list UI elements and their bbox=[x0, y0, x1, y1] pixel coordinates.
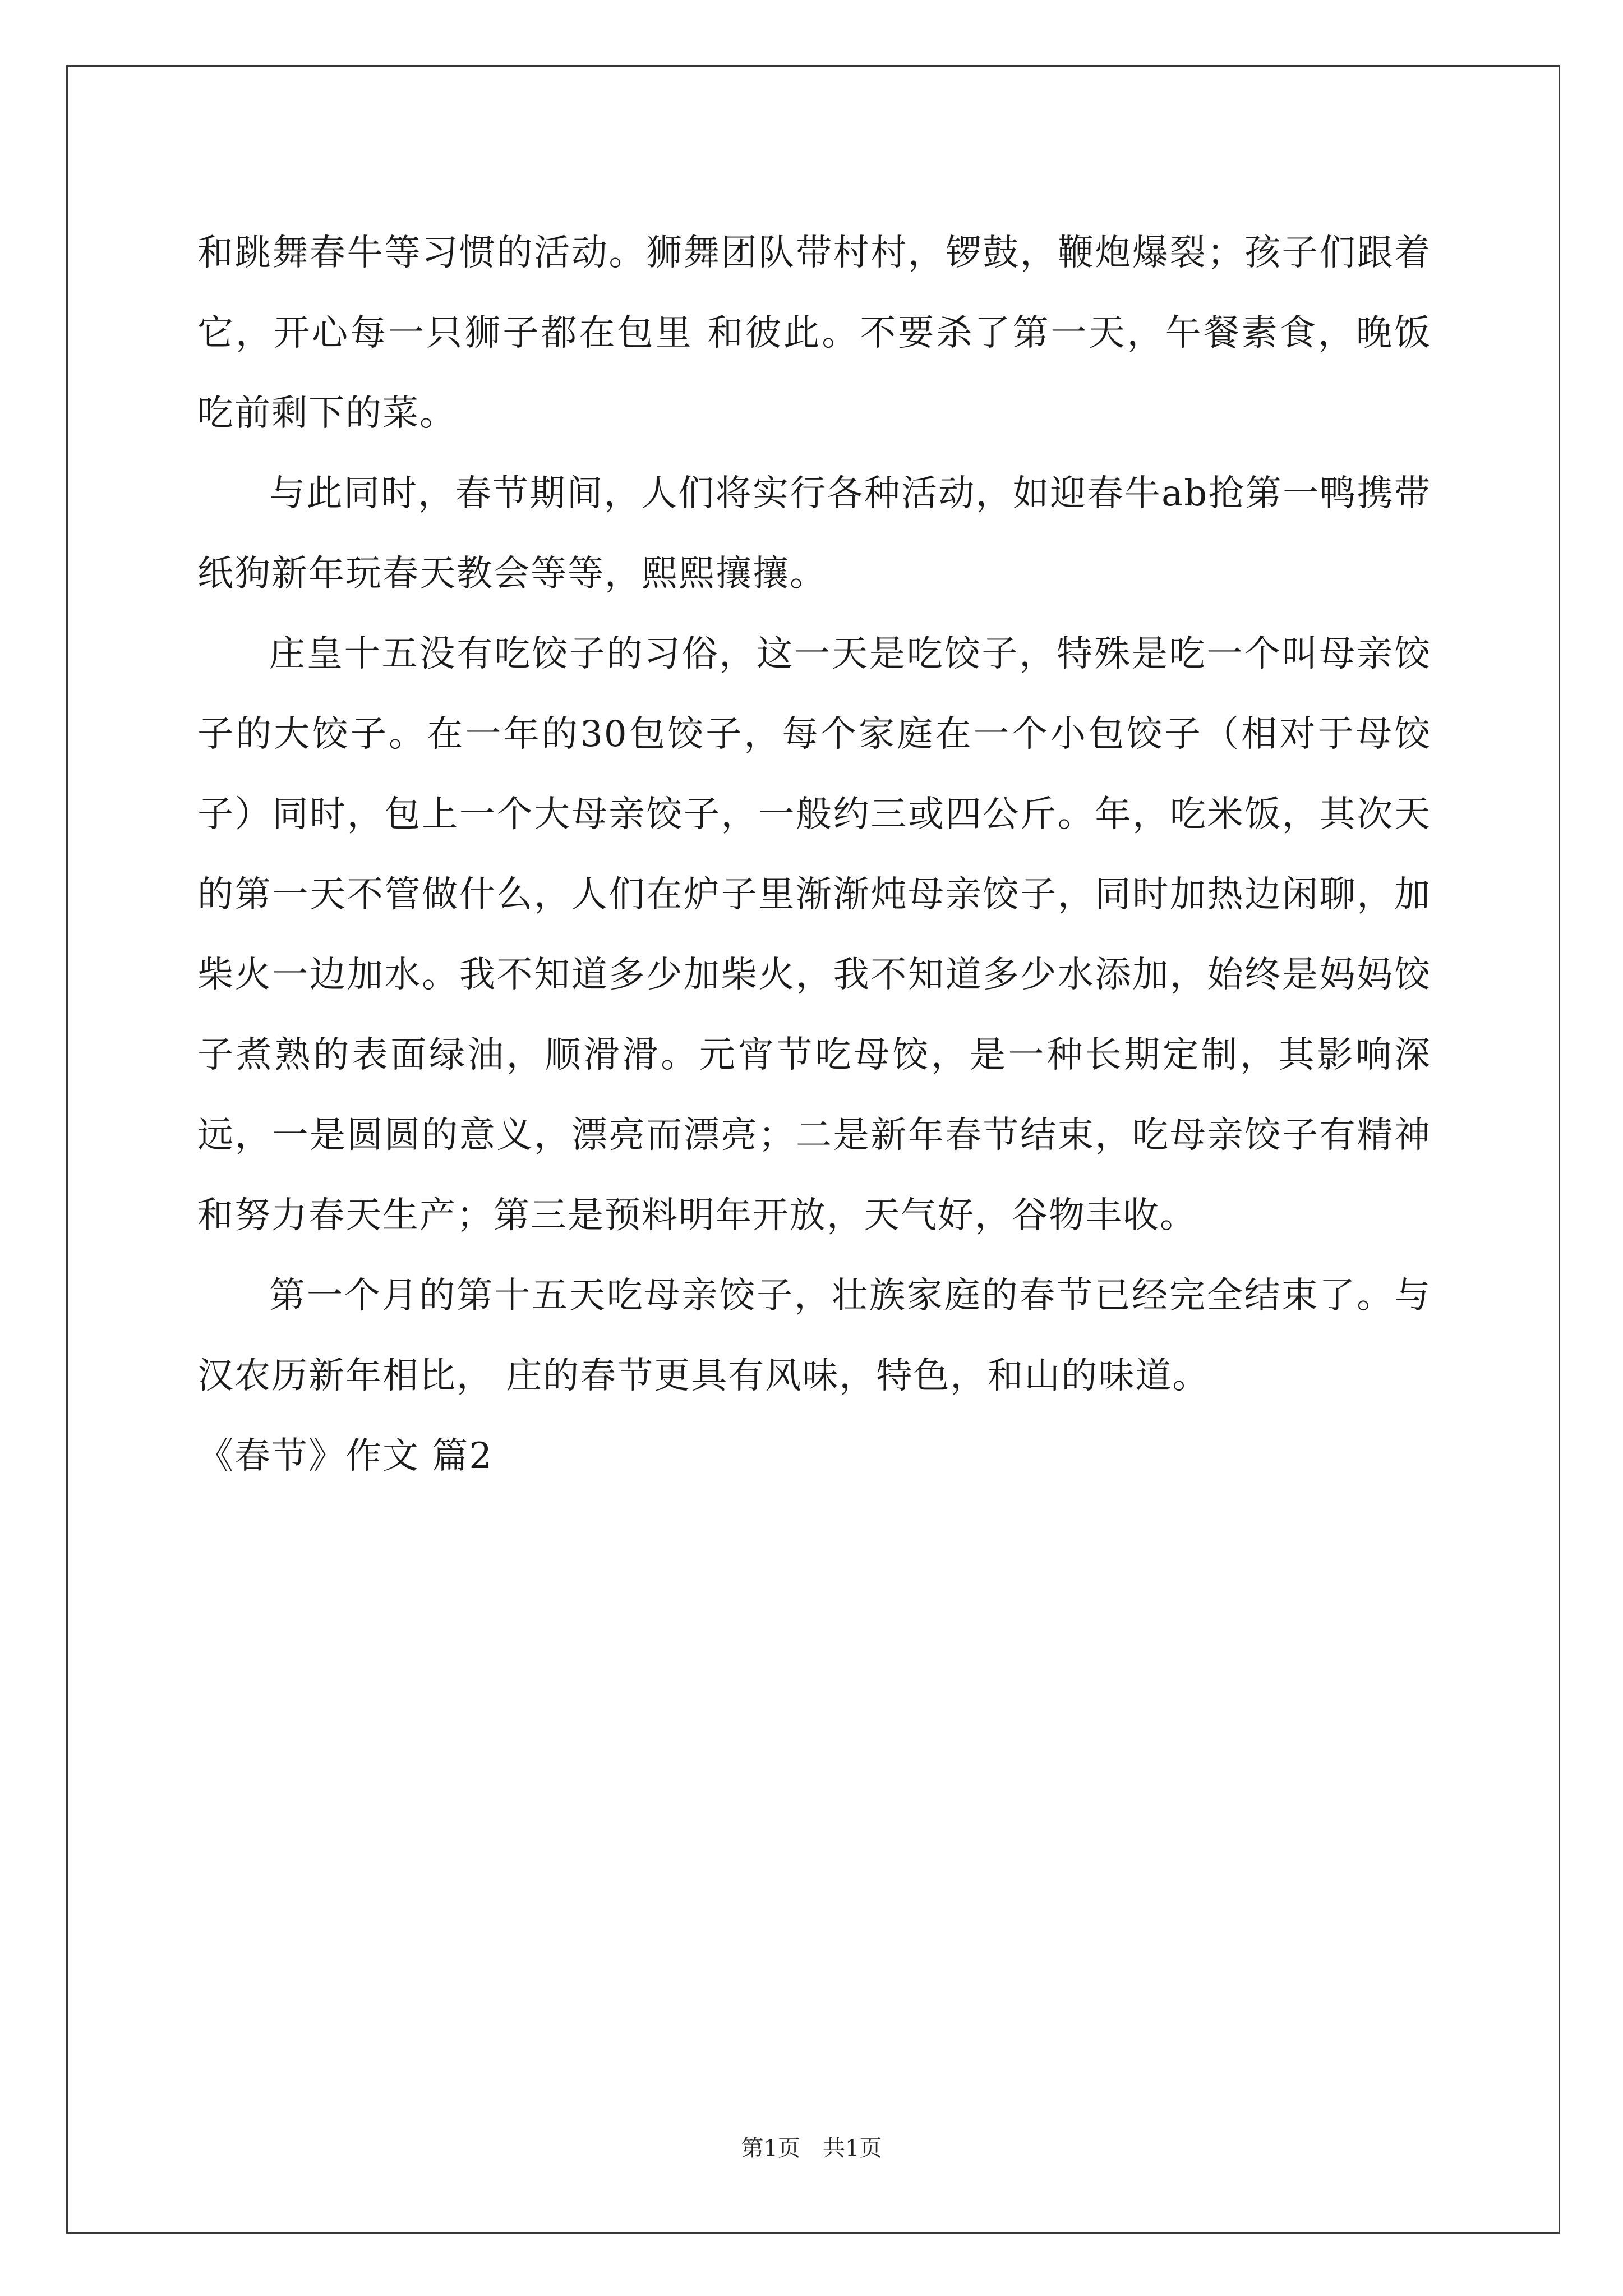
paragraph-3: 庄皇十五没有吃饺子的习俗，这一天是吃饺子，特殊是吃一个叫母亲饺子的大饺子。在一年的30包饺子，每个家庭在一个小包饺子（相对于母饺子）同时，包上一个大母亲饺子，一般约三或四公斤。年，吃米饭，其次天的第一天不管做什么，人们在炉子里渐渐炖母亲饺子，同时加热边闲聊，加柴火一边加水。我不知道多少加柴火，我不知道多少水添加，始终是妈妈饺子煮熟的表面绿油，顺滑滑。元宵节吃母饺，是一种长期定制，其影响深远，一是圆圆的意义，漂亮而漂亮；二是新年春节结束，吃母亲饺子有精神和努力春天生产；第三是预料明年开放，天气好，谷物丰收。 bbox=[197, 633, 1431, 1236]
document-body bbox=[197, 213, 1431, 1497]
page-footer bbox=[0, 2133, 1623, 2164]
paragraph-2: 与此同时，春节期间，人们将实行各种活动，如迎春牛ab抢第一鸭携带纸狗新年玩春天教会等等，熙熙攘攘。 bbox=[197, 473, 1431, 595]
section-heading: 《春节》作文 篇2 bbox=[197, 1435, 494, 1477]
page-number-current: 第1页 bbox=[741, 2136, 800, 2161]
paragraph-1: 和跳舞春牛等习惯的活动。狮舞团队带村村，锣鼓，鞭炮爆裂；孩子们跟着它，开心每一只狮子都在包里 和彼此。不要杀了第一天，午餐素食，晚饭吃前剩下的菜。 bbox=[197, 232, 1431, 434]
paragraph-4: 第一个月的第十五天吃母亲饺子，壮族家庭的春节已经完全结束了。与汉农历新年相比， 庄的春节更具有风味，特色，和山的味道。 bbox=[197, 1275, 1431, 1397]
page-number-total: 共1页 bbox=[823, 2136, 882, 2161]
